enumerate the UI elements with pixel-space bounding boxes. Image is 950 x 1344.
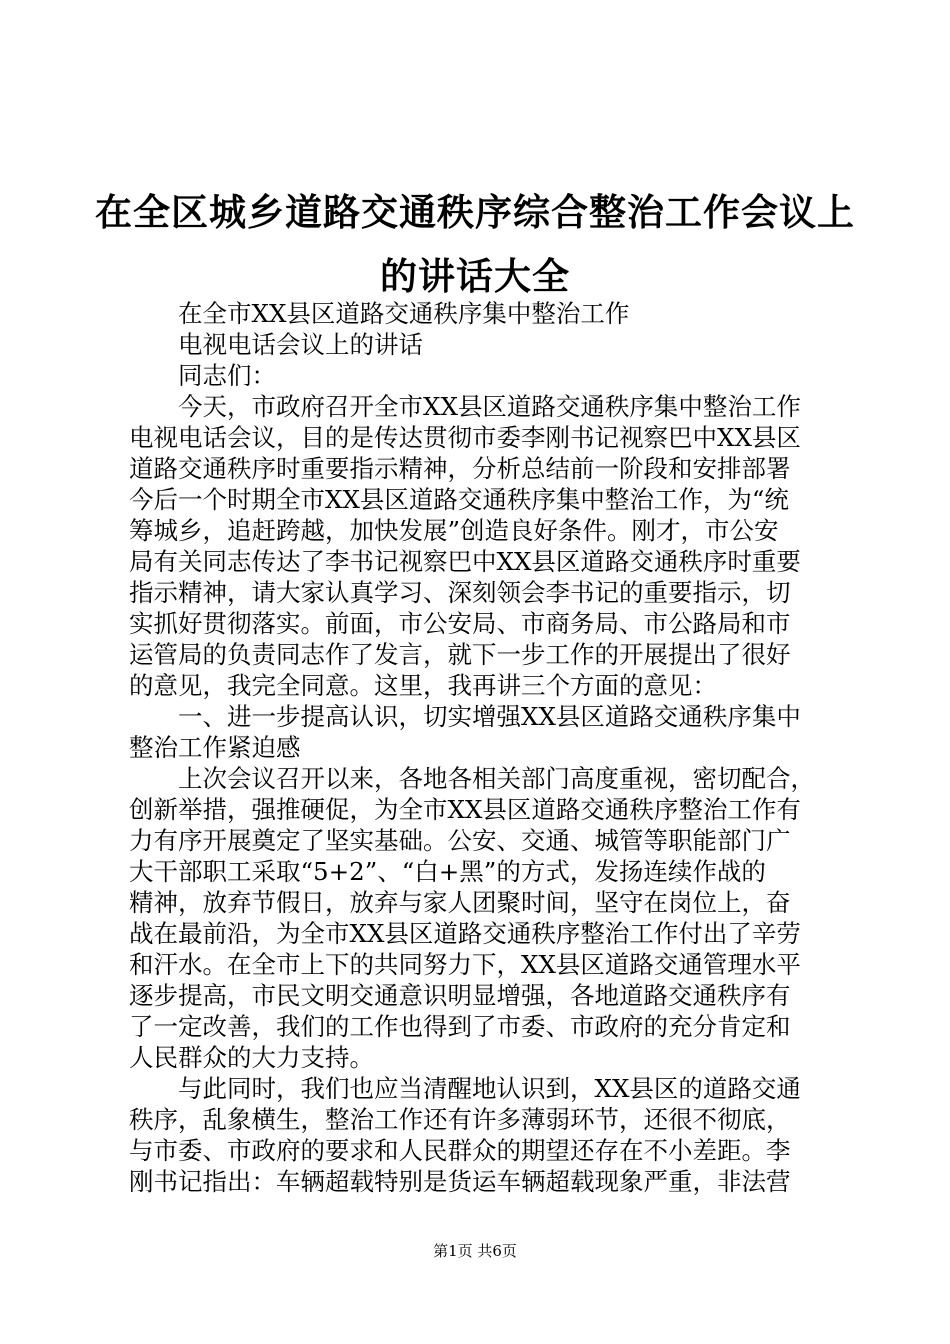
body-line: 和汗水。在全市上下的共同努力下，XX县区道路交通管理水平 <box>129 950 801 979</box>
body-line: 创新举措，强推硬促，为全市XX县区道路交通秩序整治工作有 <box>129 795 801 824</box>
body-line: 同志们： <box>178 361 276 390</box>
body-line: 今后一个时期全市XX县区道路交通秩序集中整治工作，为“统 <box>129 485 789 514</box>
body-line: 运管局的负责同志作了发言，就下一步工作的开展提出了很好 <box>129 640 791 669</box>
document-title-line-2: 的讲话大全 <box>380 255 570 298</box>
body-line: 的意见，我完全同意。这里，我再讲三个方面的意见： <box>129 671 717 700</box>
body-line: 在全市XX县区道路交通秩序集中整治工作 <box>178 299 630 328</box>
body-line: 电视电话会议，目的是传达贯彻市委李刚书记视察巴中XX县区 <box>129 423 801 452</box>
body-line: 秩序，乱象横生，整治工作还有许多薄弱环节，还很不彻底， <box>129 1105 791 1134</box>
body-line: 精神，放弃节假日，放弃与家人团聚时间，坚守在岗位上，奋 <box>129 888 791 917</box>
document-title-line-1: 在全区城乡道路交通秩序综合整治工作会议上 <box>95 191 855 234</box>
body-line: 力有序开展奠定了坚实基础。公安、交通、城管等职能部门广 <box>129 826 791 855</box>
body-line: 了一定改善，我们的工作也得到了市委、市政府的充分肯定和 <box>129 1012 791 1041</box>
body-line: 逐步提高，市民文明交通意识明显增强，各地道路交通秩序有 <box>129 981 791 1010</box>
document-body <box>129 298 839 1197</box>
body-line: 与此同时，我们也应当清醒地认识到，XX县区的道路交通 <box>178 1074 801 1103</box>
body-line: 整治工作紧迫感 <box>129 733 301 762</box>
body-line: 局有关同志传达了李书记视察巴中XX县区道路交通秩序时重要 <box>129 547 801 576</box>
body-line: 一、进一步提高认识，切实增强XX县区道路交通秩序集中 <box>178 702 801 731</box>
body-line: 人民群众的大力支持。 <box>129 1043 374 1072</box>
body-line: 道路交通秩序时重要指示精神，分析总结前一阶段和安排部署 <box>129 454 791 483</box>
body-line: 今天，市政府召开全市XX县区道路交通秩序集中整治工作 <box>178 392 801 421</box>
body-line: 战在最前沿，为全市XX县区道路交通秩序整治工作付出了辛劳 <box>129 919 801 948</box>
page-footer: 第1页 共6页 <box>433 1242 517 1260</box>
body-line: 与市委、市政府的要求和人民群众的期望还存在不小差距。李 <box>129 1136 791 1165</box>
body-line: 指示精神，请大家认真学习、深刻领会李书记的重要指示，切 <box>129 578 791 607</box>
body-line: 筹城乡，追赶跨越，加快发展”创造良好条件。刚才，市公安 <box>129 516 779 545</box>
body-line: 电视电话会议上的讲话 <box>178 330 423 359</box>
body-line: 大干部职工采取“5+2”、“白+黑”的方式，发扬连续作战的 <box>129 857 766 886</box>
body-line: 上次会议召开以来，各地各相关部门高度重视，密切配合， <box>178 764 815 793</box>
body-line: 刚书记指出：车辆超载特别是货运车辆超载现象严重，非法营 <box>129 1167 791 1196</box>
body-line: 实抓好贯彻落实。前面，市公安局、市商务局、市公路局和市 <box>129 609 791 638</box>
